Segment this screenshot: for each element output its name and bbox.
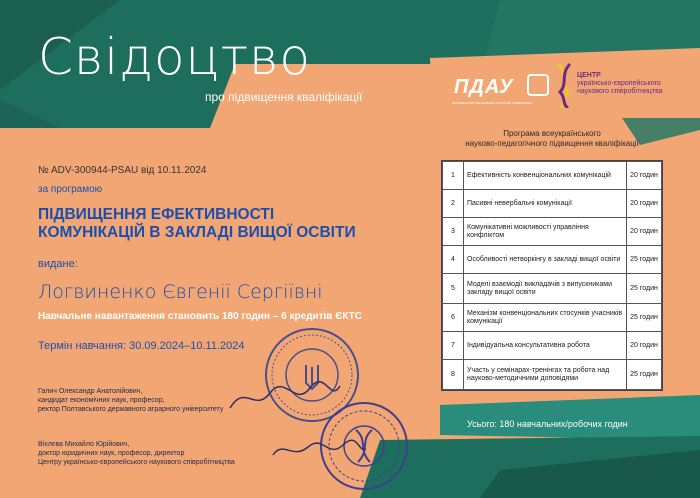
pdau-logo-text: ПДАУ — [454, 76, 514, 98]
module-hours: 20 годин — [627, 190, 662, 218]
issued-label: видане: — [38, 258, 78, 270]
module-hours: 25 годин — [627, 360, 662, 390]
signatory-position: ректор Полтавського державного аграрного університету — [38, 406, 224, 413]
module-topic: Моделі взаємодії викладачів з випускниками закладу вищої освіти — [464, 274, 627, 304]
signatory-degree: доктор юридичних наук, професор, директор — [38, 450, 185, 457]
program-title — [38, 206, 418, 242]
centre-logo-line1: ЦЕНТР — [577, 72, 601, 79]
signatory-name: Віхлєва Михайло Юрійович, — [38, 441, 130, 448]
centre-logo-line2: українсько-європейського — [577, 80, 661, 87]
table-row — [443, 246, 662, 274]
module-number: 3 — [443, 218, 464, 246]
table-row — [443, 218, 662, 246]
certificate-number: № ADV-300944-PSAU від 10.11.2024 — [38, 165, 207, 176]
module-topic: Ефективність конвенціональних комунікацій — [464, 162, 627, 190]
table-row — [443, 162, 662, 190]
module-topic: Індивідуальна консультативна робота — [464, 332, 627, 360]
certificate-title: Свідоцтво — [38, 28, 311, 86]
program-label: за програмою — [38, 184, 103, 195]
module-number: 7 — [443, 332, 464, 360]
logos — [450, 68, 690, 108]
table-row — [443, 360, 662, 390]
centre-logo-icon — [554, 62, 574, 108]
program-title-line1: ПІДВИЩЕННЯ ЕФЕКТИВНОСТІ — [38, 206, 275, 223]
module-topic: Участь у семінарах-тренінгах та робота над науково-методичними доповідями — [464, 360, 627, 390]
pdau-logo-caption: ПОЛТАВСЬКИЙ ДЕРЖАВНИЙ АГРАРНИЙ УНІВЕРСИТЕТ — [452, 101, 533, 105]
table-row — [443, 304, 662, 332]
module-number: 1 — [443, 162, 464, 190]
module-hours: 20 годин — [627, 218, 662, 246]
module-number: 5 — [443, 274, 464, 304]
module-number: 8 — [443, 360, 464, 390]
module-hours: 20 годин — [627, 332, 662, 360]
module-topic: Механізм конвенціональних стосунків учасників комунікації — [464, 304, 627, 332]
signatory-name: Галич Олександр Анатолійович, — [38, 388, 143, 395]
centre-logo-text — [577, 72, 692, 96]
director-signature-icon — [268, 435, 368, 465]
centre-logo-line3: наукового співробітництва — [577, 88, 663, 95]
module-number: 4 — [443, 246, 464, 274]
program-table-heading — [432, 129, 672, 149]
recipient-name: Логвиненко Євгенії Сергіївні — [38, 281, 323, 303]
program-heading-line1: Програма всеукраїнського — [503, 129, 601, 138]
table-row — [443, 190, 662, 218]
modules-table — [442, 161, 662, 390]
signatory-degree: кандидат економічних наук, професор, — [38, 397, 165, 404]
signatory-director — [38, 440, 298, 467]
certificate-subtitle: про підвищення кваліфікації — [205, 90, 363, 104]
module-number: 6 — [443, 304, 464, 332]
table-row — [443, 274, 662, 304]
module-topic: Особливості нетворкінгу в закладі вищої освіти — [464, 246, 627, 274]
study-term: Термін навчання: 30.09.2024–10.11.2024 — [38, 340, 245, 352]
table-row — [443, 332, 662, 360]
module-hours: 25 годин — [627, 274, 662, 304]
total-hours: Усього: 180 навчальних/робочих годин — [467, 419, 628, 429]
module-topic: Комунікативні можливості управління конфліктом — [464, 218, 627, 246]
module-topic: Пасивні невербальні комунікації — [464, 190, 627, 218]
module-hours: 20 годин — [627, 162, 662, 190]
signatory-position: Центру українсько-європейського наукового співробітництва — [38, 459, 235, 466]
program-table — [441, 160, 663, 391]
program-title-line2: КОМУНІКАЦІЙ В ЗАКЛАДІ ВИЩОЇ ОСВІТИ — [38, 224, 356, 241]
workload-text: Навчальне навантаження становить 180 годин – 6 кредитів ЄКТС — [38, 311, 363, 322]
module-number: 2 — [443, 190, 464, 218]
module-hours: 25 годин — [627, 304, 662, 332]
pdau-emblem-icon — [527, 74, 549, 96]
program-heading-line2: науково-педагогічного підвищення кваліфікації — [465, 139, 639, 148]
module-hours: 25 годин — [627, 246, 662, 274]
